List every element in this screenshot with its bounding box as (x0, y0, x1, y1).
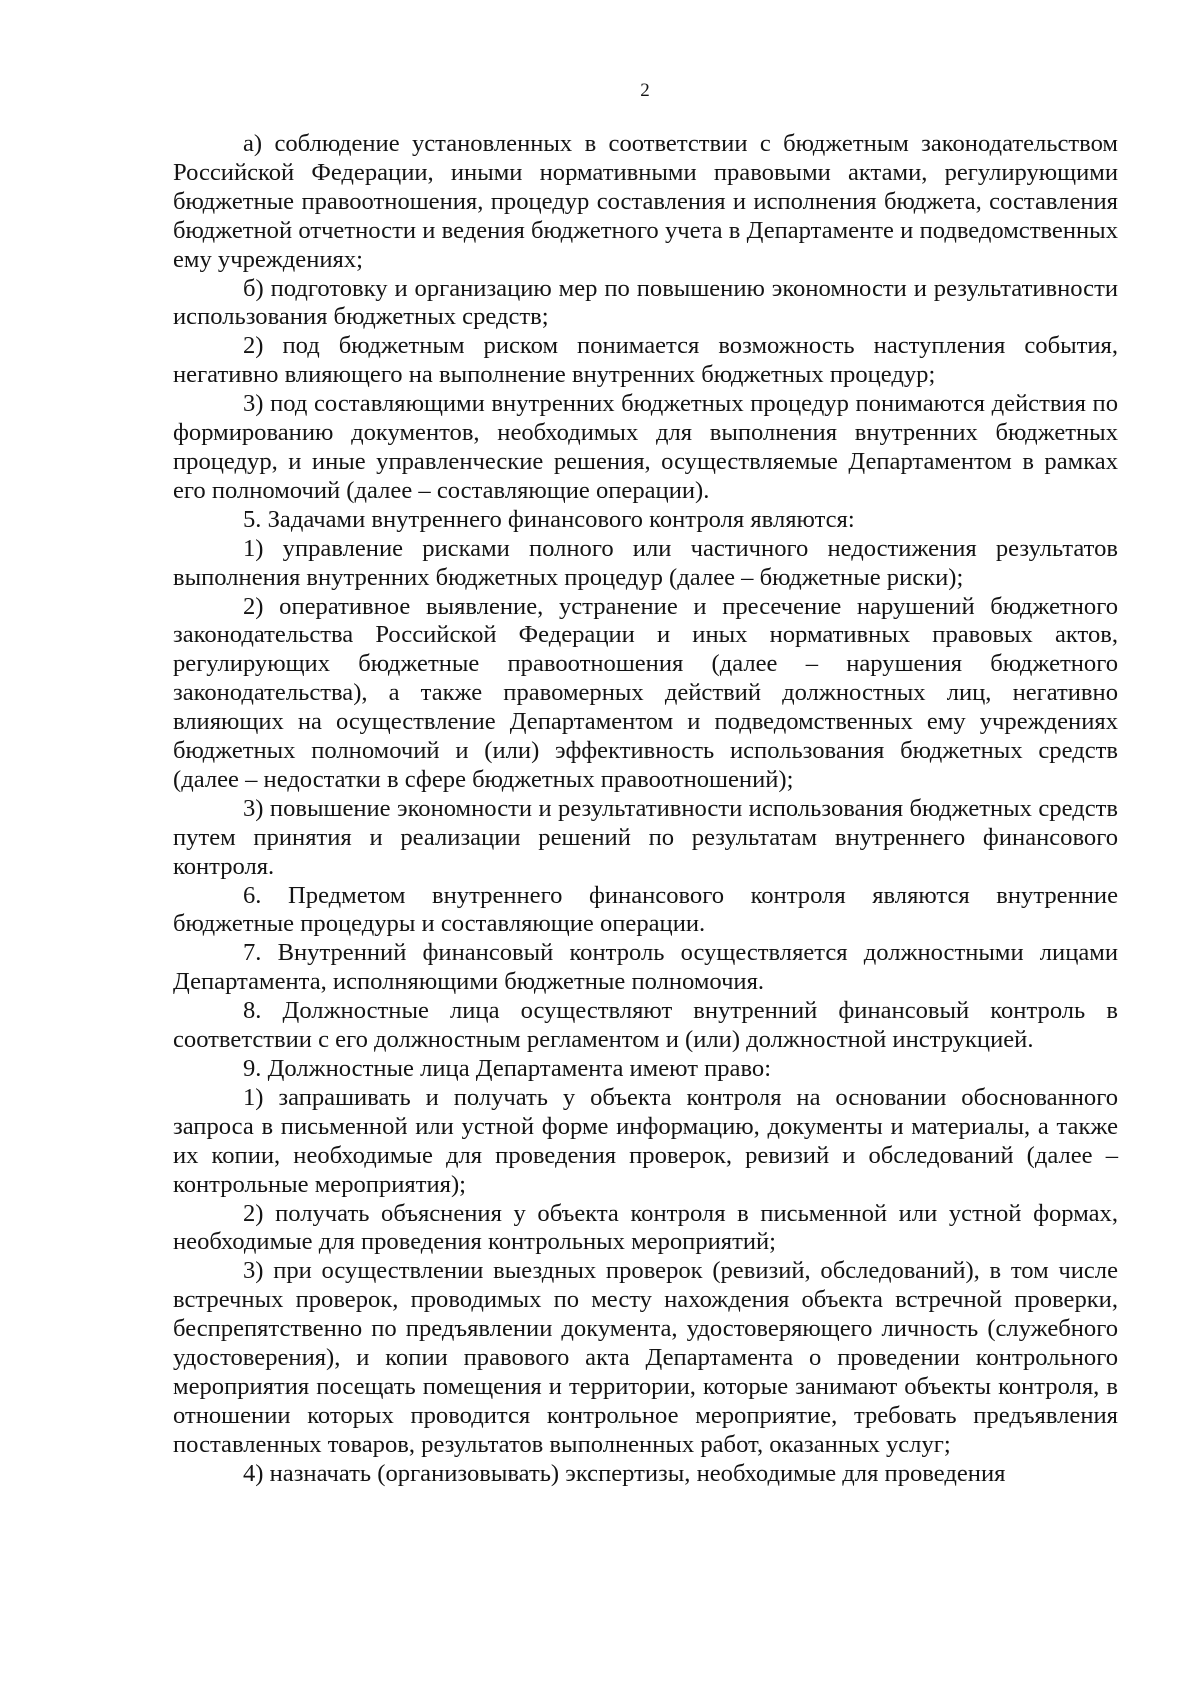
page-number: 2 (640, 80, 650, 101)
paragraph: 7. Внутренний финансовый контроль осуществляется должностными лицами Департамента, исполняющими бюджетные полномочия. (173, 939, 1118, 996)
paragraph: 3) при осуществлении выездных проверок (ревизий, обследований), в том числе встречных проверок, проводимых по месту нахождения объекта встречной проверки, беспрепятственно по предъявлении документа, удостоверяющего личность (служебного удостоверения), и копии правового акта Департамента о проведении контрольного мероприятия посещать помещения и территории, которые занимают объекты контроля, в отношении которых проводится контрольное мероприятие, требовать предъявления поставленных товаров, результатов выполненных работ, оказанных услуг; (173, 1257, 1118, 1458)
paragraph: 3) повышение экономности и результативности использования бюджетных средств путем принятия и реализации решений по результатам внутреннего финансового контроля. (173, 794, 1118, 880)
paragraph: а) соблюдение установленных в соответствии с бюджетным законодательством Российской Федерации, иными нормативными правовыми актами, регулирующими бюджетные правоотношения, процедур составления и исполнения бюджета, составления бюджетной отчетности и ведения бюджетного учета в Департаменте и подведомственных ему учреждениях; (173, 130, 1118, 273)
paragraph: 9. Должностные лица Департамента имеют право: (243, 1055, 772, 1082)
paragraph: 4) назначать (организовывать) экспертизы, необходимые для проведения (243, 1459, 1006, 1487)
paragraph: 6. Предметом внутреннего финансового контроля являются внутренние бюджетные процедуры и составляющие операции. (173, 881, 1118, 938)
paragraph: 8. Должностные лица осуществляют внутренний финансовый контроль в соответствии с его должностным регламентом и (или) должностной инструкцией. (173, 997, 1118, 1054)
paragraph: 3) под составляющими внутренних бюджетных процедур понимаются действия по формированию документов, необходимых для выполнения внутренних бюджетных процедур, и иные управленческие решения, осуществляемые Департаментом в рамках его полномочий (далее – составляющие операции). (173, 390, 1118, 504)
paragraph: 2) получать объяснения у объекта контроля в письменной или устной формах, необходимые для проведения контрольных мероприятий; (173, 1199, 1118, 1256)
paragraph: 2) под бюджетным риском понимается возможность наступления события, негативно влияющего на выполнение внутренних бюджетных процедур; (173, 332, 1118, 389)
paragraph: б) подготовку и организацию мер по повышению экономности и результативности использования бюджетных средств; (173, 274, 1118, 331)
paragraph: 2) оперативное выявление, устранение и пресечение нарушений бюджетного законодательства Российской Федерации и иных нормативных правовых актов, регулирующих бюджетные правоотношения (далее – нарушения бюджетного законодательства), а также правомерных действий должностных лиц, негативно влияющих на осуществление Департаментом и подведомственных ему учреждениях бюджетных полномочий и (или) эффективность использования бюджетных средств (далее – недостатки в сфере бюджетных правоотношений); (173, 592, 1118, 793)
paragraph: 1) управление рисками полного или частичного недостижения результатов выполнения внутренних бюджетных процедур (далее – бюджетные риски); (173, 534, 1118, 591)
paragraph: 1) запрашивать и получать у объекта контроля на основании обоснованного запроса в письменной или устной форме информацию, документы и материалы, а также их копии, необходимые для проведения проверок, ревизий и обследований (далее – контрольные мероприятия); (173, 1083, 1118, 1198)
paragraph: 5. Задачами внутреннего финансового контроля являются: (243, 505, 855, 533)
document-body (173, 130, 1118, 1489)
